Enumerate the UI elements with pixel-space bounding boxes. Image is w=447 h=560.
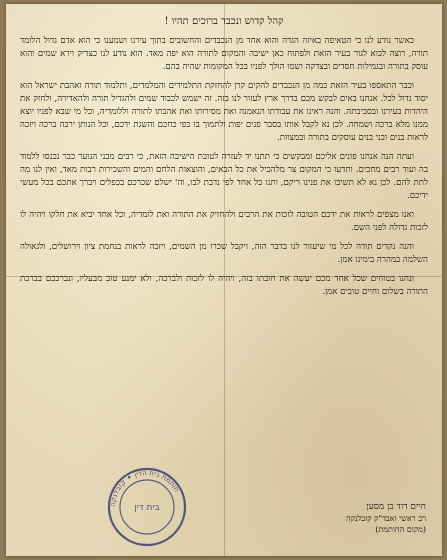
letter-body <box>20 14 428 305</box>
svg-text:חותמת בית הדין ✦ קזבלנקה <box>109 469 181 507</box>
stamp-ring-text: חותמת בית הדין ✦ קזבלנקה <box>108 468 181 508</box>
letter-sheet <box>6 4 442 556</box>
letter-greeting: קהל קדוש ונכבד ברוכים תהיו ! <box>164 16 284 27</box>
signature-name: חיים דוד בן מסען <box>366 502 426 512</box>
official-stamp <box>106 466 188 548</box>
letter-paragraph: וכבר התאספו בעיר הזאת כמה מן הנכבדים להקים קרן להחזקת התלמידים והמלמדים, ותלמוד תורה ואהבת ישראל הוא יסוד גדול לכל. אנחנו באים לבקש מכם בדרך ארץ לעזור לנו בזה. זה ישמש לכבוד שמים ולהגדיל תורה ולהאדירה, ולחזק את היהדות בעירנו ובסביבתה. והנה ראינו את עבודתו הנאמנה ואת מסירותו ואת אהבתו לתורה וללומדיה, וכל מי שבא לפניו יוצא ממנו מלא ברכה ושמחה. לכן נא לקבל אותו בסבר פנים יפות ולתמוך בו כפי כחכם והשגת ידכם, וכל הנותן ירבה ברכה ויזכה לראות בנים ובני בנים עוסקים בתורה ובמצוות. <box>20 81 428 143</box>
letter-paragraph: כאשר נודע לנו כי הטאיפה באיזה הגדה והוא אחד מן הנכבדים והחשובים בתוך עירנו ושמענו כי הוא אדם גדול הלומד תורה, רוצה לבוא לגור בעיר הזאת ולפתוח כאן ישיבה והמקום לתורה הוא יפה מאד. הוא נודע לנו כצדיק וירא שמים והוא עוסק בתורה ובגמילות חסדים ובצדקה ושמו הולך לפניו בכל המקומות שהיה בהם. <box>20 36 428 72</box>
signature-block <box>226 502 426 535</box>
letter-paragraph: ונחנו בטוחים שכל אחד מכם יעשה את חובתו בזה, ויהיה לו לזכות ולברכה, ולא ימנע טוב מבעליו, ונברככם בברכת התורה בשלום וחיים טובים אמן. <box>20 274 428 297</box>
signature-note: (מקום החותמת) <box>375 525 426 534</box>
letter-paragraph: ואנו מצפים לראות את ידכם הטובה לזכות את הרבים ולהחזיק את התורה ואת לומדיה, וכל אחד יביא את חלקו ויהיה לו לזכות גדולה לפני השם. <box>20 210 428 233</box>
stamp-center-text: בית דין <box>134 503 160 513</box>
letter-paragraph: והנה נקדים תודה לכל מי שיעזור לנו בדבר הזה, ויקבל שכרו מן השמים, ויזכה לראות בנחמת ציון וירושלים, ולגאולה השלמה במהרה בימינו אמן. <box>20 242 428 265</box>
signature-title: רב ראשי ואבד"ק קזבלנקה <box>345 514 426 523</box>
letter-paragraph: ועתה הנה אנחנו פונים אליכם ומבקשים כי תתנו יד לעזרה לטובת הישיבה הזאת, כי רבים מבני הנוער כבר נכנסו ללמוד בה ועוד רבים מחכים. ותדעו כי המקום צר מלהכיל את כל הבאים, והוצאות הלחם והמים והשכירות רבות מאד, ואין לנו מה לתת להם. לכן נא לא תשיבו את פנינו ריקם, ותנו כל אחד לפי נדבת לבו, וה' ישלם שכרכם בכפלים ויברך אתכם בכל מעשי ידיכם. <box>20 152 428 201</box>
